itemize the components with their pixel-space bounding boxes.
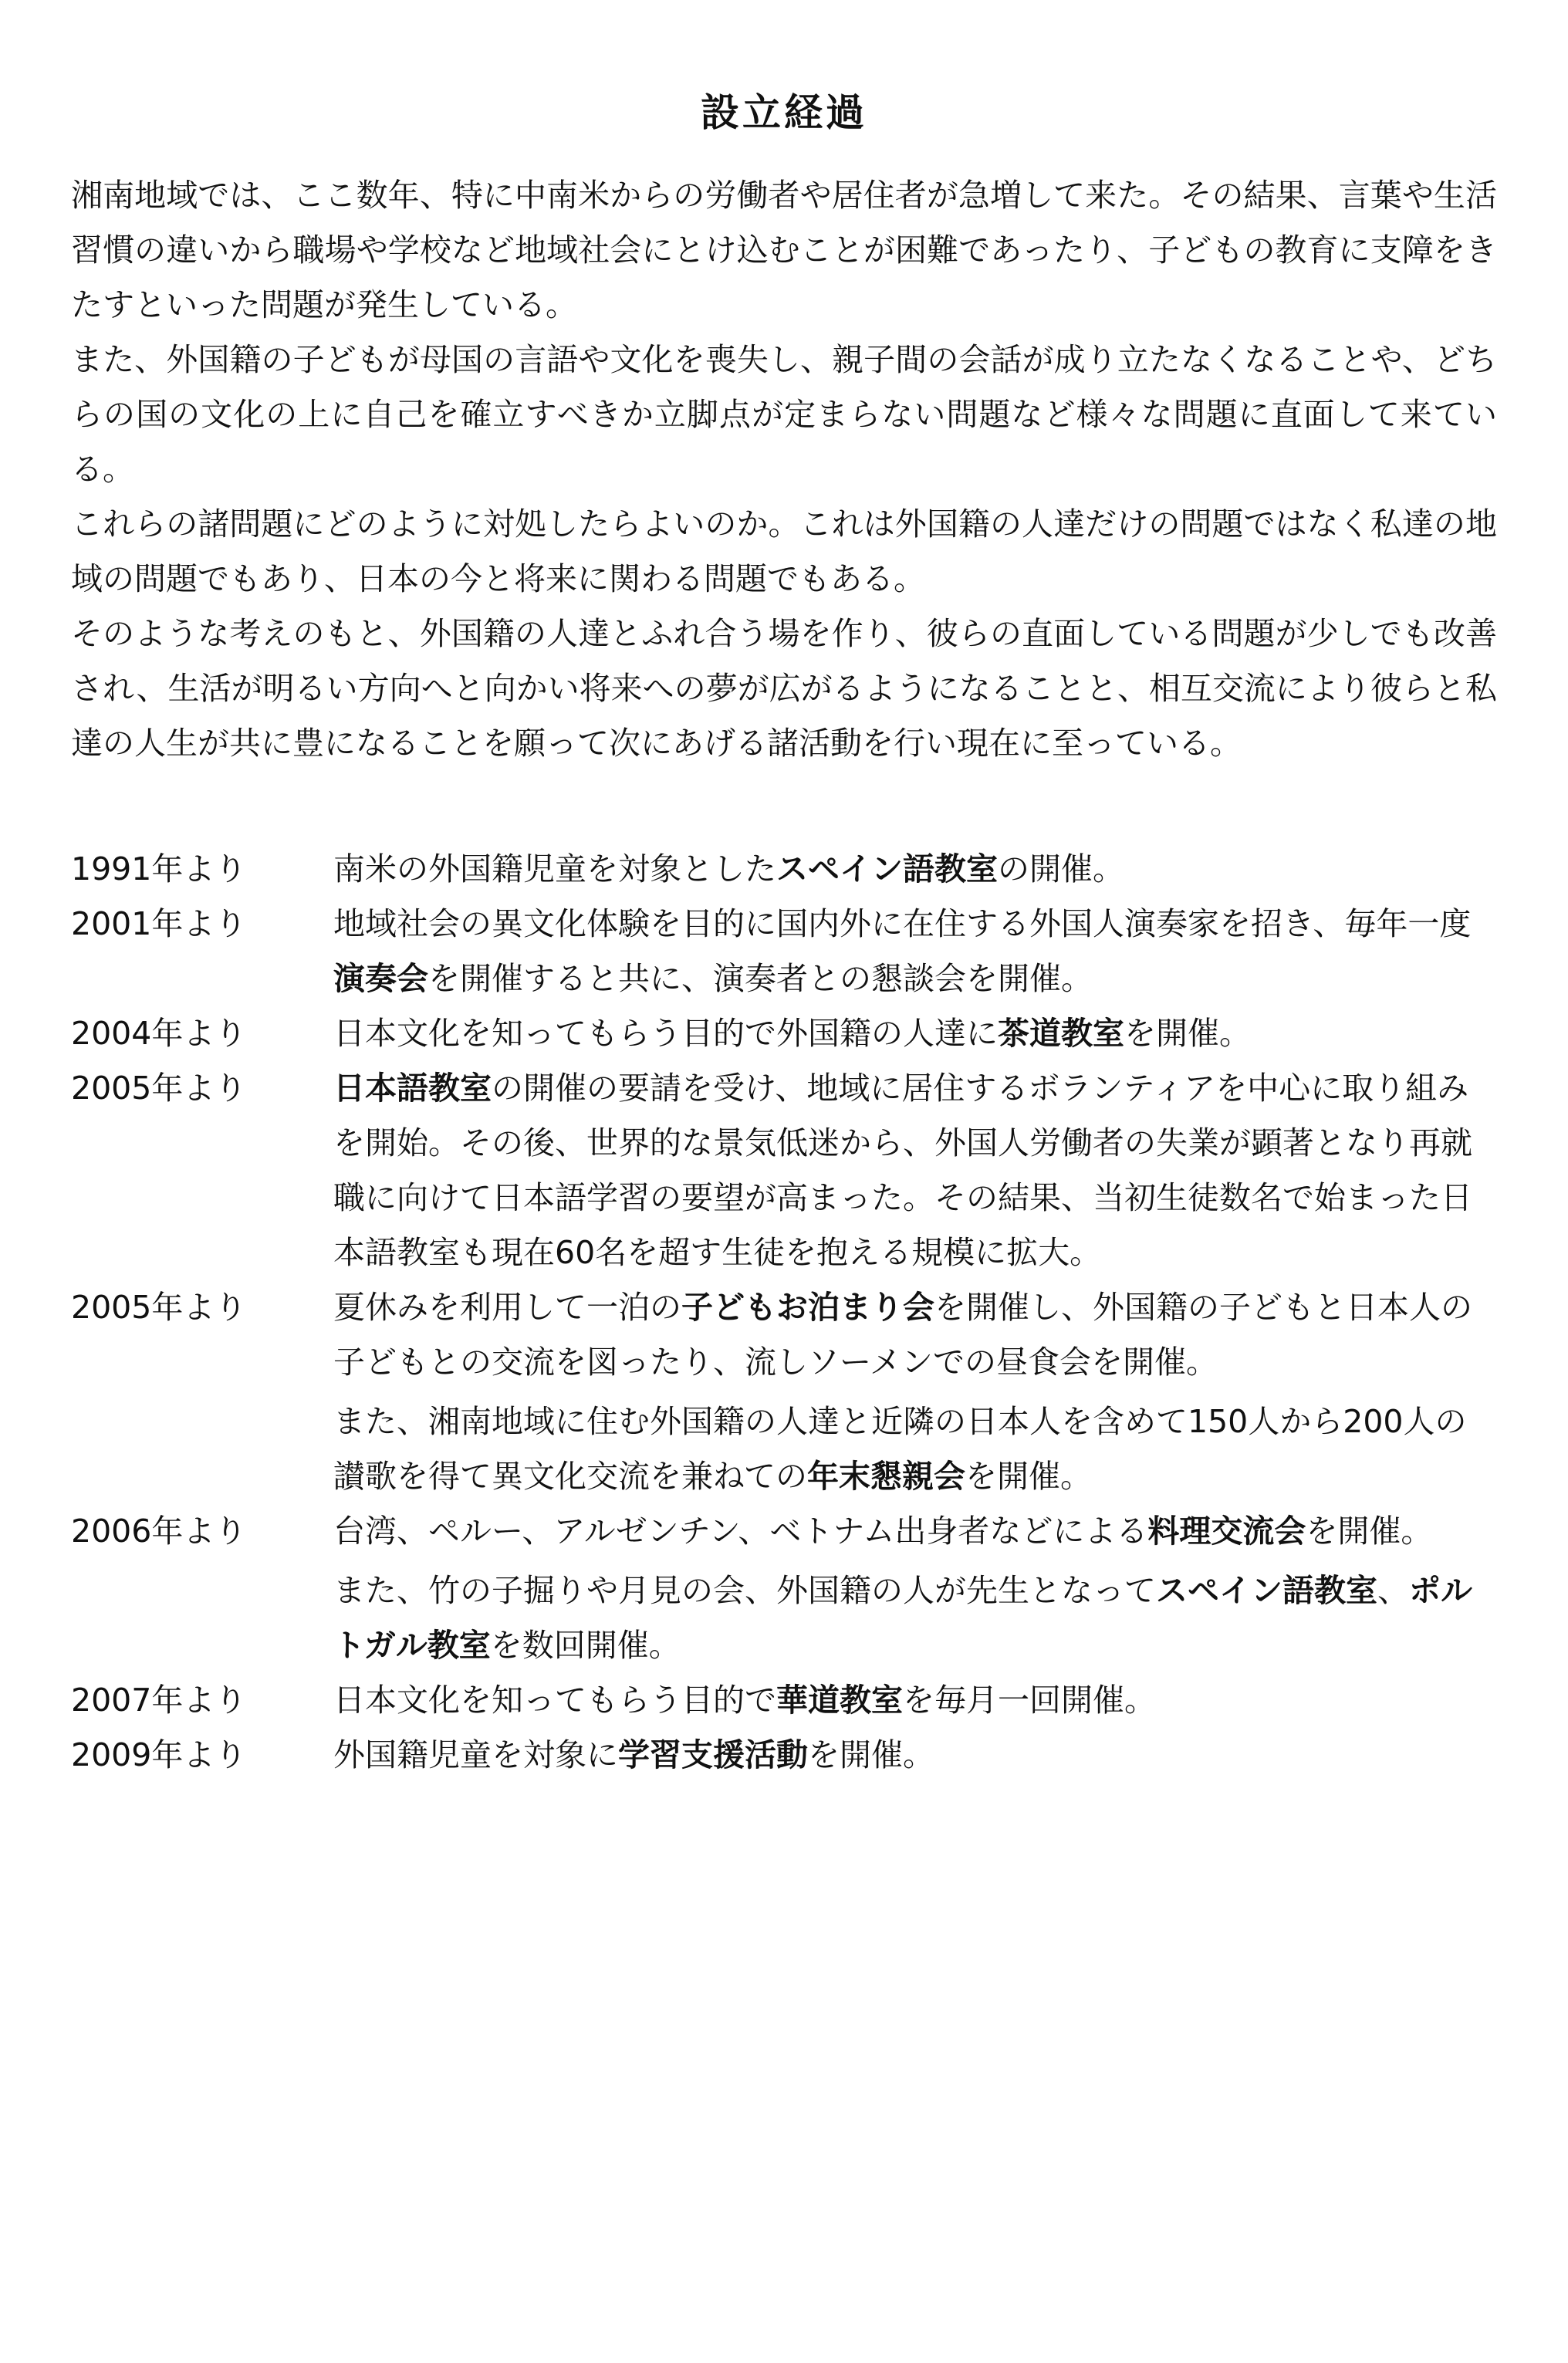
description-text: を開催。 [1306,1513,1433,1550]
history-year: 2006年より [71,1513,247,1550]
description-text: 外国籍児童を対象に [333,1736,618,1773]
history-entry [71,1673,1497,1728]
history-description [333,897,1497,1006]
intro-paragraph: 湘南地域では、ここ数年、特に中南米からの労働者や居住者が急増して来た。その結果、言葉や生活習慣の違いから職場や学校など地域社会にとけ込むことが困難であったり、子どもの教育に支障をきたすといった問題が発生している。 [71,177,1497,323]
description-text: 日本文化を知ってもらう目的で [333,1682,776,1719]
activity-name: 演奏会 [333,960,428,997]
activity-name: スペイン語教室 [776,850,998,887]
activity-name: スペイン語教室 [1156,1572,1377,1609]
activity-name: 日本語教室 [333,1070,492,1107]
description-text: また、竹の子掘りや月見の会、外国籍の人が先生となって [333,1572,1156,1609]
history-paragraph [333,1673,1497,1728]
intro-paragraph: これらの諸問題にどのように対処したらよいのか。これは外国籍の人達だけの問題ではなく私達の地域の問題でもあり、日本の今と将来に関わる問題でもある。 [71,505,1497,597]
history-entry [71,897,1497,1006]
description-text: また、湘南地域に住む外国籍の人達と近隣の日本人を含めて150人から200人の讃歌を得て異文化交流を兼ねての [333,1403,1467,1495]
history-year: 1991年より [71,850,247,887]
intro-section [71,168,1497,771]
description-text: 地域社会の異文化体験を目的に国内外に在住する外国人演奏家を招き、毎年一度 [333,905,1472,942]
description-text: を開催。 [808,1736,934,1773]
description-text: 、 [1377,1572,1409,1609]
description-text: の開催の要請を受け、地域に居住するボランティアを中心に取り組みを開始。その後、世界的な景気低迷から、外国人労働者の失業が顕著となり再就職に向けて日本語学習の要望が高まった。その結果、当初生徒数名で始まった日本語教室も現在60名を超す生徒を抱える規模に拡大。 [333,1070,1472,1271]
history-year: 2005年より [71,1070,247,1107]
history-entry [71,1006,1497,1061]
history-paragraph [333,897,1497,1006]
intro-paragraph: そのような考えのもと、外国籍の人達とふれ合う場を作り、彼らの直面している問題が少しでも改善され、生活が明るい方向へと向かい将来への夢が広がるようになることと、相互交流により彼らと私達の人生が共に豊になることを願って次にあげる諸活動を行い現在に至っている。 [71,615,1497,762]
history-description [333,1061,1497,1280]
activity-name: 子どもお泊まり会 [681,1289,934,1326]
history-description [333,1728,1497,1783]
description-text: を毎月一回開催。 [903,1682,1156,1719]
history-paragraph [333,1394,1497,1504]
history-year: 2005年より [71,1289,247,1326]
history-description [333,1673,1497,1728]
description-text: を開催。 [965,1458,1092,1495]
history-year: 2009年より [71,1736,247,1773]
activity-name: 学習支援活動 [618,1736,808,1773]
description-text: の開催。 [998,850,1124,887]
description-text: を開催し、外国籍の子どもと日本人の子どもとの交流を図ったり、流しソーメンでの昼食会を開催。 [333,1289,1472,1381]
history-entry [71,1280,1497,1504]
description-text: を開催すると共に、演奏者との懇談会を開催。 [428,960,1093,997]
history-description [333,842,1497,897]
history-entry [71,1061,1497,1280]
history-year: 2001年より [71,905,247,942]
history-list [71,842,1497,1783]
history-paragraph [333,1280,1497,1390]
description-text: を数回開催。 [490,1627,681,1664]
history-paragraph [333,1504,1497,1559]
description-text: 日本文化を知ってもらう目的で外国籍の人達に [333,1015,998,1052]
history-paragraph [333,1564,1497,1673]
history-year: 2004年より [71,1015,247,1052]
intro-paragraph: また、外国籍の子どもが母国の言語や文化を喪失し、親子間の会話が成り立たなくなることや、どちらの国の文化の上に自己を確立すべきか立脚点が定まらない問題など様々な問題に直面して来ている。 [71,341,1497,488]
activity-name: 華道教室 [776,1682,903,1719]
history-paragraph [333,1061,1497,1280]
history-entry [71,1728,1497,1783]
activity-name: ポルトガル教室 [333,1572,1472,1664]
history-description [333,1006,1497,1061]
activity-name: 茶道教室 [998,1015,1124,1052]
history-description [333,1280,1497,1504]
description-text: 台湾、ペルー、アルゼンチン、ベトナム出身者などによる [333,1513,1148,1550]
history-year: 2007年より [71,1682,247,1719]
history-paragraph [333,842,1497,897]
description-text: を開催。 [1124,1015,1251,1052]
description-text: 夏休みを利用して一泊の [333,1289,681,1326]
history-paragraph [333,1006,1497,1061]
history-entry [71,1504,1497,1673]
activity-name: 料理交流会 [1147,1513,1306,1550]
activity-name: 年末懇親会 [806,1458,965,1495]
history-entry [71,842,1497,897]
page-title: 設立経過 [701,90,867,135]
history-description [333,1504,1497,1673]
history-paragraph [333,1728,1497,1783]
description-text: 南米の外国籍児童を対象とした [333,850,776,887]
